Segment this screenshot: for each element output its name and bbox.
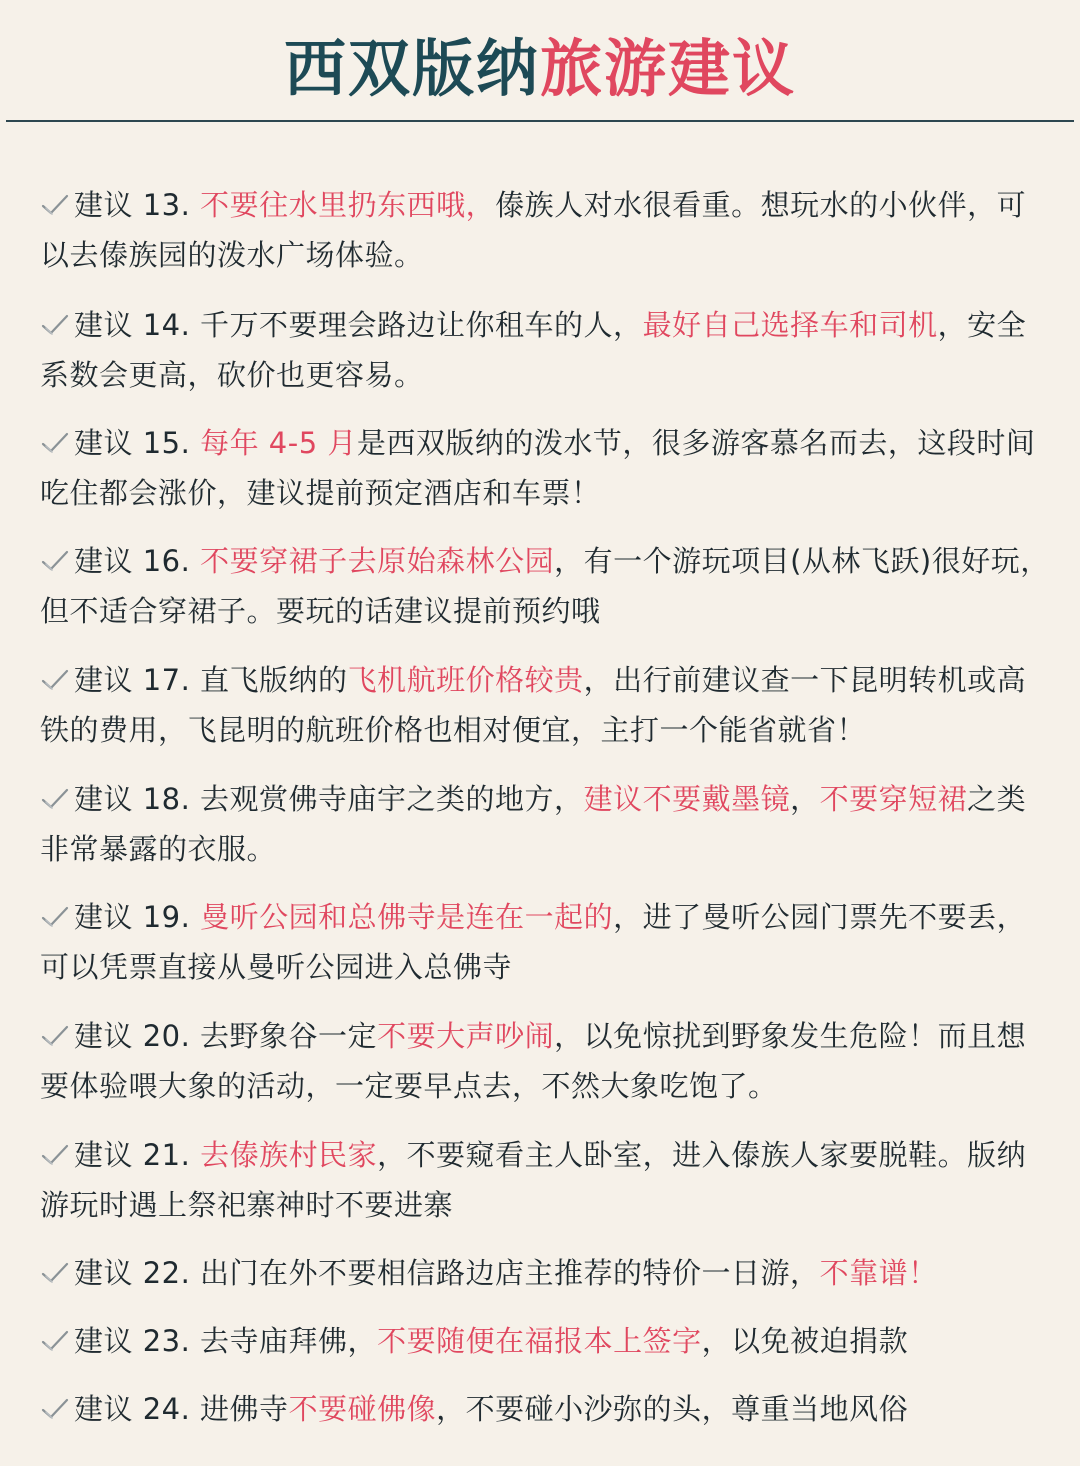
tip-highlight: 曼听公园和总佛寺是连在一起的 — [200, 900, 614, 934]
checkmark-icon — [40, 193, 70, 217]
tip-text: 建议 13. — [74, 188, 201, 222]
tip-text: 是西双版纳的泼水节，很多游客慕名而去，这段时间吃住都会涨价，建议提前预定酒店和车票！ — [40, 426, 1036, 510]
tip-highlight: 建议不要戴墨镜 — [583, 782, 791, 816]
tip-text: 傣族人对水很看重。想玩水的小伙伴，可以去傣族园的泼水广场体验。 — [40, 188, 1027, 272]
checkmark-icon — [40, 668, 70, 692]
tip-text: 建议 14. 千万不要理会路边让你租车的人， — [74, 308, 643, 342]
tip-text: 建议 15. — [74, 426, 201, 460]
checkmark-icon — [40, 1024, 70, 1048]
tip-item — [40, 536, 1050, 636]
tip-text: 建议 24. 进佛寺 — [74, 1392, 289, 1426]
title-divider — [6, 120, 1074, 122]
checkmark-icon — [40, 905, 70, 929]
tip-highlight: 每年 4-5 月 — [200, 426, 357, 460]
tip-text: ，安全系数会更高，砍价也更容易。 — [40, 308, 1027, 392]
tip-item — [40, 300, 1050, 400]
tip-highlight: 不要往水里扔东西哦， — [200, 188, 496, 222]
tip-item — [40, 1248, 1050, 1298]
tip-text: 建议 23. 去寺庙拜佛， — [74, 1324, 378, 1358]
tip-text: ，出行前建议查一下昆明转机或高铁的费用，飞昆明的航班价格也相对便宜，主打一个能省就省！ — [40, 663, 1027, 747]
tip-highlight: 不靠谱！ — [819, 1256, 938, 1290]
checkmark-icon — [40, 787, 70, 811]
tip-highlight: 不要穿短裙 — [819, 782, 968, 816]
tip-item — [40, 774, 1050, 874]
tip-text: ，以免惊扰到野象发生危险！而且想要体验喂大象的活动，一定要早点去，不然大象吃饱了。 — [40, 1019, 1027, 1103]
tip-highlight: 不要碰佛像 — [288, 1392, 437, 1426]
checkmark-icon — [40, 1329, 70, 1353]
tip-item — [40, 655, 1050, 755]
tip-item — [40, 418, 1050, 518]
tip-text: 之类非常暴露的衣服。 — [40, 782, 1027, 866]
checkmark-icon — [40, 549, 70, 573]
title-part-dark: 西双版纳 — [283, 32, 540, 105]
tip-highlight: 最好自己选择车和司机 — [642, 308, 938, 342]
tip-item — [40, 1316, 1050, 1366]
checkmark-icon — [40, 1143, 70, 1167]
tip-item — [40, 1130, 1050, 1230]
tip-item — [40, 1384, 1050, 1434]
tip-highlight: 不要大声吵闹 — [377, 1019, 555, 1053]
checkmark-icon — [40, 313, 70, 337]
tip-item — [40, 892, 1050, 992]
tip-text: 建议 22. 出门在外不要相信路边店主推荐的特价一日游， — [74, 1256, 820, 1290]
tip-text: ，不要窥看主人卧室，进入傣族人家要脱鞋。版纳游玩时遇上祭祀寨神时不要进寨 — [40, 1138, 1027, 1222]
tip-text: 建议 20. 去野象谷一定 — [74, 1019, 378, 1053]
tip-text: ，有一个游玩项目(从林飞跃)很好玩，但不适合穿裙子。要玩的话建议提前预约哦 — [40, 544, 1050, 628]
page-title — [0, 24, 1080, 114]
checkmark-icon — [40, 1261, 70, 1285]
tip-text: 建议 18. 去观赏佛寺庙宇之类的地方， — [74, 782, 584, 816]
tip-highlight: 去傣族村民家 — [200, 1138, 378, 1172]
tip-text: 建议 21. — [74, 1138, 201, 1172]
title-part-red: 旅游建议 — [540, 32, 797, 105]
tip-text: ，不要碰小沙弥的头，尊重当地风俗 — [436, 1392, 909, 1426]
tip-text: 建议 17. 直飞版纳的 — [74, 663, 348, 697]
tip-text: 建议 19. — [74, 900, 201, 934]
checkmark-icon — [40, 431, 70, 455]
tip-highlight: 不要穿裙子去原始森林公园 — [200, 544, 555, 578]
tip-highlight: 飞机航班价格较贵 — [347, 663, 584, 697]
tip-item — [40, 180, 1050, 280]
checkmark-icon — [40, 1397, 70, 1421]
tip-text: ，进了曼听公园门票先不要丢，可以凭票直接从曼听公园进入总佛寺 — [40, 900, 1027, 984]
tip-text: ， — [790, 782, 820, 816]
tip-text: ，以免被迫捐款 — [701, 1324, 909, 1358]
tip-highlight: 不要随便在福报本上签字 — [377, 1324, 702, 1358]
tip-item — [40, 1011, 1050, 1111]
tip-text: 建议 16. — [74, 544, 201, 578]
